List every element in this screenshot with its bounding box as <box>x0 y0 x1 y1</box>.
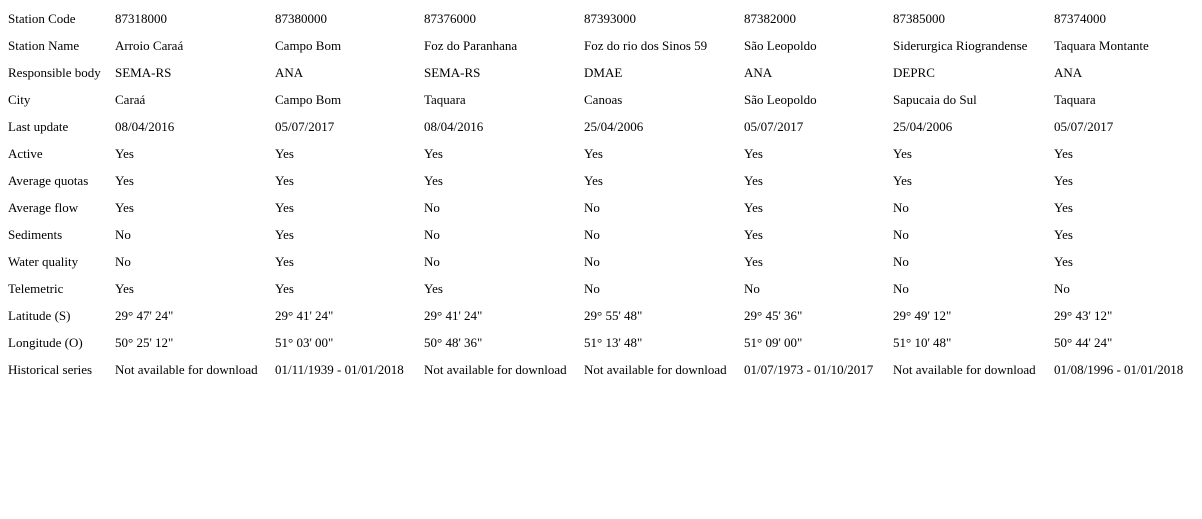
table-cell: 08/04/2016 <box>115 119 175 134</box>
table-cell: Canoas <box>584 92 623 107</box>
table-cell: No <box>584 254 600 269</box>
table-row-sediments <box>8 221 1202 248</box>
table-cell: 51° 09' 00" <box>744 335 803 350</box>
table-cell: SEMA-RS <box>115 65 172 80</box>
table-cell: Yes <box>115 173 134 188</box>
table-cell: No <box>893 254 909 269</box>
table-cell: 51° 03' 00" <box>275 335 334 350</box>
table-cell: 05/07/2017 <box>275 119 335 134</box>
table-row-longitude-o <box>8 329 1202 356</box>
table-cell: 87374000 <box>1054 11 1106 26</box>
table-cell: 50° 25' 12" <box>115 335 174 350</box>
table-cell: Yes <box>1054 254 1073 269</box>
table-cell: Campo Bom <box>275 38 342 53</box>
row-label: Average quotas <box>8 173 89 188</box>
table-cell: 01/11/1939 - 01/01/2018 <box>275 362 404 377</box>
table-cell: Sapucaia do Sul <box>893 92 977 107</box>
table-cell: 25/04/2006 <box>893 119 953 134</box>
table-cell: Siderurgica Riograndense <box>893 38 1028 53</box>
table-cell: Yes <box>1054 173 1073 188</box>
row-label: Sediments <box>8 227 63 242</box>
table-row-water-quality <box>8 248 1202 275</box>
table-cell: 29° 55' 48" <box>584 308 643 323</box>
table-cell: No <box>584 281 600 296</box>
table-cell: Yes <box>275 281 294 296</box>
table-cell: Not available for download <box>115 362 258 377</box>
table-cell: 29° 47' 24" <box>115 308 174 323</box>
table-cell: Yes <box>893 173 912 188</box>
table-cell: Yes <box>744 227 763 242</box>
table-row-telemetric <box>8 275 1202 302</box>
table-cell: 51° 10' 48" <box>893 335 952 350</box>
table-cell: 29° 45' 36" <box>744 308 803 323</box>
table-cell: 87385000 <box>893 11 945 26</box>
table-cell: Yes <box>424 146 443 161</box>
table-cell: No <box>584 200 600 215</box>
table-cell: No <box>424 254 440 269</box>
table-cell: No <box>584 227 600 242</box>
row-label: Telemetric <box>8 281 64 296</box>
table-cell: Yes <box>115 281 134 296</box>
table-cell: No <box>893 281 909 296</box>
table-cell: Yes <box>275 254 294 269</box>
row-label: Longitude (O) <box>8 335 83 350</box>
table-cell: Yes <box>275 173 294 188</box>
stations-table-body <box>8 5 1202 383</box>
table-cell: 29° 41' 24" <box>424 308 483 323</box>
table-cell: 01/07/1973 - 01/10/2017 <box>744 362 874 377</box>
table-cell: 51° 13' 48" <box>584 335 643 350</box>
stations-table <box>8 5 1202 383</box>
table-cell: Yes <box>275 146 294 161</box>
table-cell: ANA <box>275 65 304 80</box>
table-row-last-update <box>8 113 1202 140</box>
table-cell: ANA <box>744 65 773 80</box>
table-cell: 87318000 <box>115 11 167 26</box>
table-cell: 05/07/2017 <box>744 119 804 134</box>
table-cell: ANA <box>1054 65 1083 80</box>
row-label: Average flow <box>8 200 79 215</box>
row-label: Historical series <box>8 362 93 377</box>
table-cell: Yes <box>1054 227 1073 242</box>
table-cell: Not available for download <box>584 362 727 377</box>
table-cell: SEMA-RS <box>424 65 481 80</box>
table-cell: 01/08/1996 - 01/01/2018 <box>1054 362 1184 377</box>
table-row-latitude-s <box>8 302 1202 329</box>
table-cell: 50° 48' 36" <box>424 335 483 350</box>
table-cell: Yes <box>1054 200 1073 215</box>
table-cell: São Leopoldo <box>744 92 817 107</box>
table-cell: DEPRC <box>893 65 935 80</box>
table-cell: Foz do Paranhana <box>424 38 518 53</box>
table-cell: No <box>424 227 440 242</box>
table-cell: Yes <box>584 173 603 188</box>
table-cell: 05/07/2017 <box>1054 119 1114 134</box>
table-cell: DMAE <box>584 65 623 80</box>
table-cell: Not available for download <box>424 362 567 377</box>
row-label: Last update <box>8 119 69 134</box>
table-row-average-flow <box>8 194 1202 221</box>
row-label: Water quality <box>8 254 79 269</box>
table-cell: Yes <box>115 146 134 161</box>
table-cell: 87393000 <box>584 11 636 26</box>
table-cell: 87382000 <box>744 11 796 26</box>
table-row-average-quotas <box>8 167 1202 194</box>
row-label: Latitude (S) <box>8 308 71 323</box>
table-cell: Foz do rio dos Sinos 59 <box>584 38 708 53</box>
table-cell: Yes <box>275 227 294 242</box>
table-row-station-code <box>8 5 1202 32</box>
table-cell: São Leopoldo <box>744 38 817 53</box>
table-cell: Yes <box>115 200 134 215</box>
table-cell: Not available for download <box>893 362 1036 377</box>
table-cell: 29° 49' 12" <box>893 308 952 323</box>
table-cell: Yes <box>275 200 294 215</box>
table-cell: Caraá <box>115 92 146 107</box>
table-cell: No <box>1054 281 1070 296</box>
table-cell: Yes <box>893 146 912 161</box>
table-cell: No <box>744 281 760 296</box>
table-cell: Taquara Montante <box>1054 38 1149 53</box>
table-cell: No <box>424 200 440 215</box>
table-cell: Taquara <box>424 92 466 107</box>
table-cell: Yes <box>744 254 763 269</box>
table-cell: No <box>893 200 909 215</box>
table-cell: No <box>893 227 909 242</box>
table-cell: Arroio Caraá <box>115 38 184 53</box>
table-cell: 25/04/2006 <box>584 119 644 134</box>
row-label: Responsible body <box>8 65 101 80</box>
table-cell: 29° 41' 24" <box>275 308 334 323</box>
row-label: Active <box>8 146 43 161</box>
table-row-station-name <box>8 32 1202 59</box>
table-row-responsible-body <box>8 59 1202 86</box>
table-cell: 29° 43' 12" <box>1054 308 1113 323</box>
table-cell: Taquara <box>1054 92 1096 107</box>
table-cell: Yes <box>584 146 603 161</box>
table-cell: Yes <box>744 173 763 188</box>
table-cell: Yes <box>1054 146 1073 161</box>
table-cell: Yes <box>424 281 443 296</box>
table-cell: Yes <box>744 200 763 215</box>
table-cell: Yes <box>744 146 763 161</box>
row-label: Station Name <box>8 38 80 53</box>
table-cell: 08/04/2016 <box>424 119 484 134</box>
table-row-city <box>8 86 1202 113</box>
table-row-active <box>8 140 1202 167</box>
row-label: City <box>8 92 31 107</box>
table-cell: 87376000 <box>424 11 476 26</box>
table-cell: Campo Bom <box>275 92 342 107</box>
table-cell: No <box>115 227 131 242</box>
table-cell: No <box>115 254 131 269</box>
table-cell: 50° 44' 24" <box>1054 335 1113 350</box>
table-cell: Yes <box>424 173 443 188</box>
table-row-historical-series <box>8 356 1202 383</box>
table-cell: 87380000 <box>275 11 327 26</box>
row-label: Station Code <box>8 11 76 26</box>
